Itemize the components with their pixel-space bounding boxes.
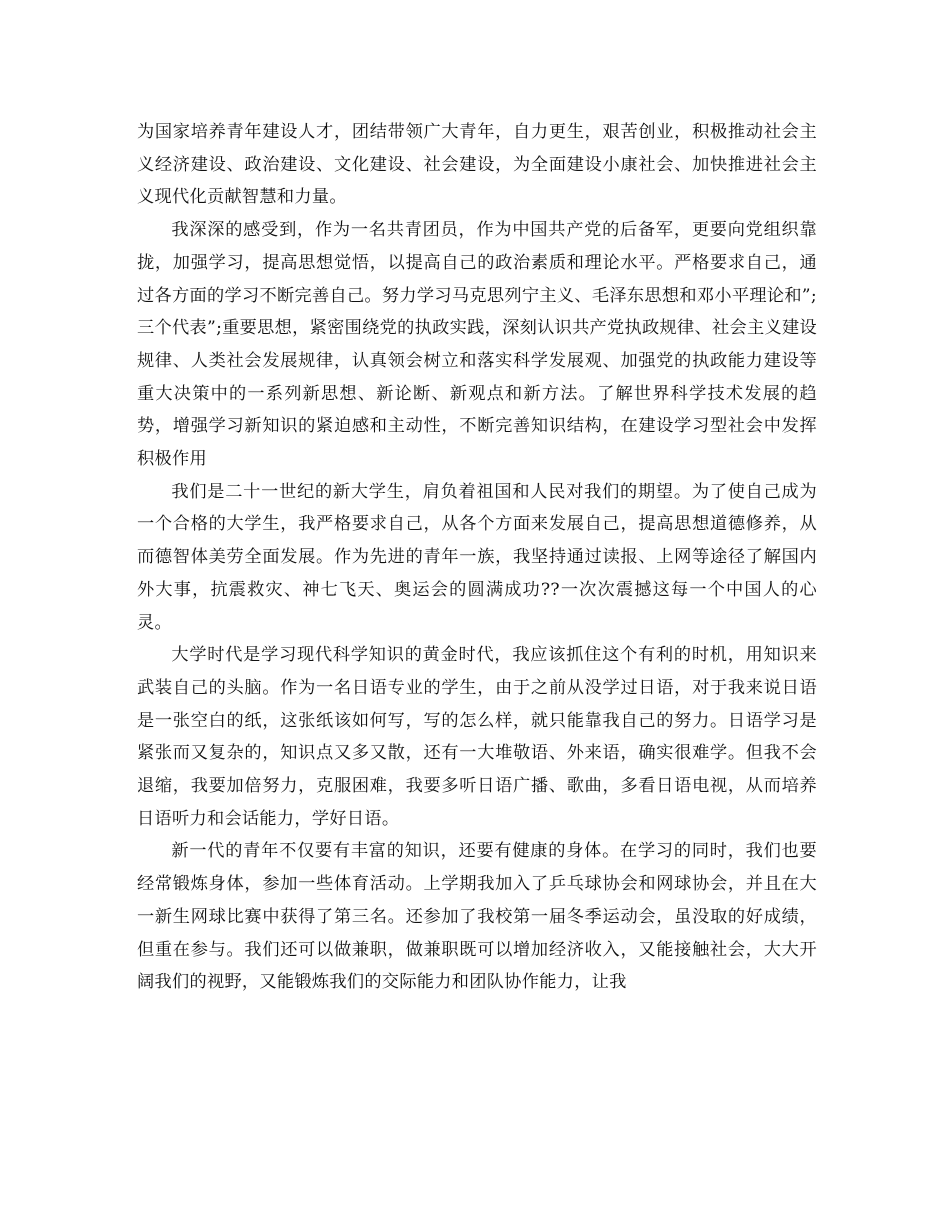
paragraph-health-activities: 新一代的青年不仅要有丰富的知识，还要有健康的身体。在学习的同时，我们也要经常锻炼身体，参加一些体育活动。上学期我加入了乒乓球协会和网球协会，并且在大一新生网球比赛中获得了第三名。还参加了我校第一届冬季运动会，虽没取的好成绩，但重在参与。我们还可以做兼职，做兼职既可以增加经济收入，又能接触社会，大大开阔我们的视野，又能锻炼我们的交际能力和团队协作能力，让我 xyxy=(137,841,817,993)
paragraph-continuation: 为国家培养青年建设人才，团结带领广大青年，自力更生，艰苦创业，积极推动社会主义经济建设、政治建设、文化建设、社会建设，为全面建设小康社会、加快推进社会主义现代化贡献智慧和力量。 xyxy=(137,122,817,208)
paragraph-new-student: 我们是二十一世纪的新大学生，肩负着祖国和人民对我们的期望。为了使自己成为一个合格的大学生，我严格要求自己，从各个方面来发展自己，提高思想道德修养，从而德智体美劳全面发展。作为先进的青年一族，我坚持通过读报、上网等途径了解国内外大事，抗震救灾、神七飞天、奥运会的圆满成功??一次次震撼这每一个中国人的心灵。 xyxy=(137,481,817,633)
body-text xyxy=(137,116,817,999)
paragraph-party-study: 我深深的感受到，作为一名共青团员，作为中国共产党的后备军，更要向党组织靠拢，加强学习，提高思想觉悟，以提高自己的政治素质和理论水平。严格要求自己，通过各方面的学习不断完善自己。努力学习马克思列宁主义、毛泽东思想和邓小平理论和”;三个代表”;重要思想，紧密围绕党的执政实践，深刻认识共产党执政规律、社会主义建设规律、人类社会发展规律，认真领会树立和落实科学发展观、加强党的执政能力建设等重大决策中的一系列新思想、新论断、新观点和新方法。了解世界科学技术发展的趋势，增强学习新知识的紧迫感和主动性，不断完善知识结构，在建设学习型社会中发挥积极作用 xyxy=(137,220,817,470)
paragraph-japanese-study: 大学时代是学习现代科学知识的黄金时代，我应该抓住这个有利的时机，用知识来武装自己的头脑。作为一名日语专业的学生，由于之前从没学过日语，对于我来说日语是一张空白的纸，这张纸该如何写，写的怎么样，就只能靠我自己的努力。日语学习是紧张而又复杂的，知识点又多又散，还有一大堆敬语、外来语，确实很难学。但我不会退缩，我要加倍努力，克服困难，我要多听日语广播、歌曲，多看日语电视，从而培养日语听力和会话能力，学好日语。 xyxy=(137,645,817,829)
